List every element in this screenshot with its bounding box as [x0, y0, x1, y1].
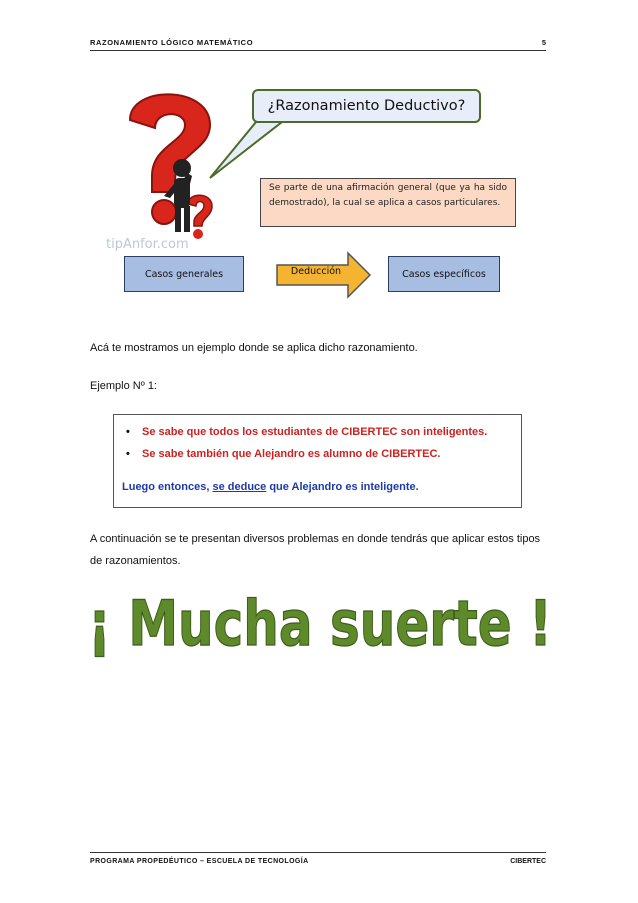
- definition-note: Se parte de una afirmación general (que ya ha sido demostrado), la cual se aplica a casos particulares.: [260, 178, 516, 227]
- continuation-paragraph: A continuación se te presentan diversos problemas en donde tendrás que aplicar estos tipos de razonamientos.: [90, 533, 541, 567]
- wordart-text: ¡ Mucha suerte !: [88, 587, 552, 661]
- speech-bubble: [252, 89, 481, 123]
- example-item-text: Se sabe también que Alejandro es alumno de CIBERTEC.: [142, 448, 441, 460]
- header-title: RAZONAMIENTO LÓGICO MATEMÁTICO: [90, 38, 254, 47]
- example-item-text: Se sabe que todos los estudiantes de CIBERTEC son inteligentes.: [142, 426, 488, 438]
- page-footer: [90, 858, 546, 870]
- bullet-icon: •: [126, 426, 130, 438]
- example-heading: Ejemplo Nº 1:: [90, 380, 157, 392]
- bullet-icon: •: [126, 448, 130, 460]
- footer-divider: [90, 852, 546, 853]
- example-list: [122, 421, 521, 465]
- example-box: [113, 414, 522, 508]
- general-cases-box: [124, 256, 244, 292]
- header-divider: [90, 50, 546, 51]
- conclusion-text: [122, 481, 521, 493]
- deduction-label: Deducción: [290, 266, 342, 277]
- speech-bubble-tail: [208, 120, 288, 180]
- page-number: 5: [541, 38, 546, 47]
- list-item: [122, 443, 521, 465]
- specific-cases-box: [388, 256, 500, 292]
- deductive-reasoning-figure: [100, 80, 520, 310]
- bubble-text: ¿Razonamiento Deductivo?: [267, 98, 466, 114]
- general-cases-label: Casos generales: [144, 268, 224, 280]
- good-luck-wordart: [88, 585, 552, 665]
- list-item: [122, 421, 521, 443]
- conclusion-prefix: Luego entonces,: [122, 481, 213, 493]
- specific-cases-label: Casos específicos: [402, 268, 486, 280]
- footer-brand: CIBERTEC: [510, 858, 546, 865]
- conclusion-underlined: se deduce: [212, 481, 267, 493]
- footer-program: PROGRAMA PROPEDÉUTICO – ESCUELA DE TECNOLOGÍA: [90, 858, 309, 865]
- watermark-text: tipAnfor.com: [106, 237, 189, 252]
- conclusion-suffix: que Alejandro es inteligente.: [266, 481, 419, 493]
- intro-paragraph: Acá te mostramos un ejemplo donde se aplica dicho razonamiento.: [90, 342, 418, 354]
